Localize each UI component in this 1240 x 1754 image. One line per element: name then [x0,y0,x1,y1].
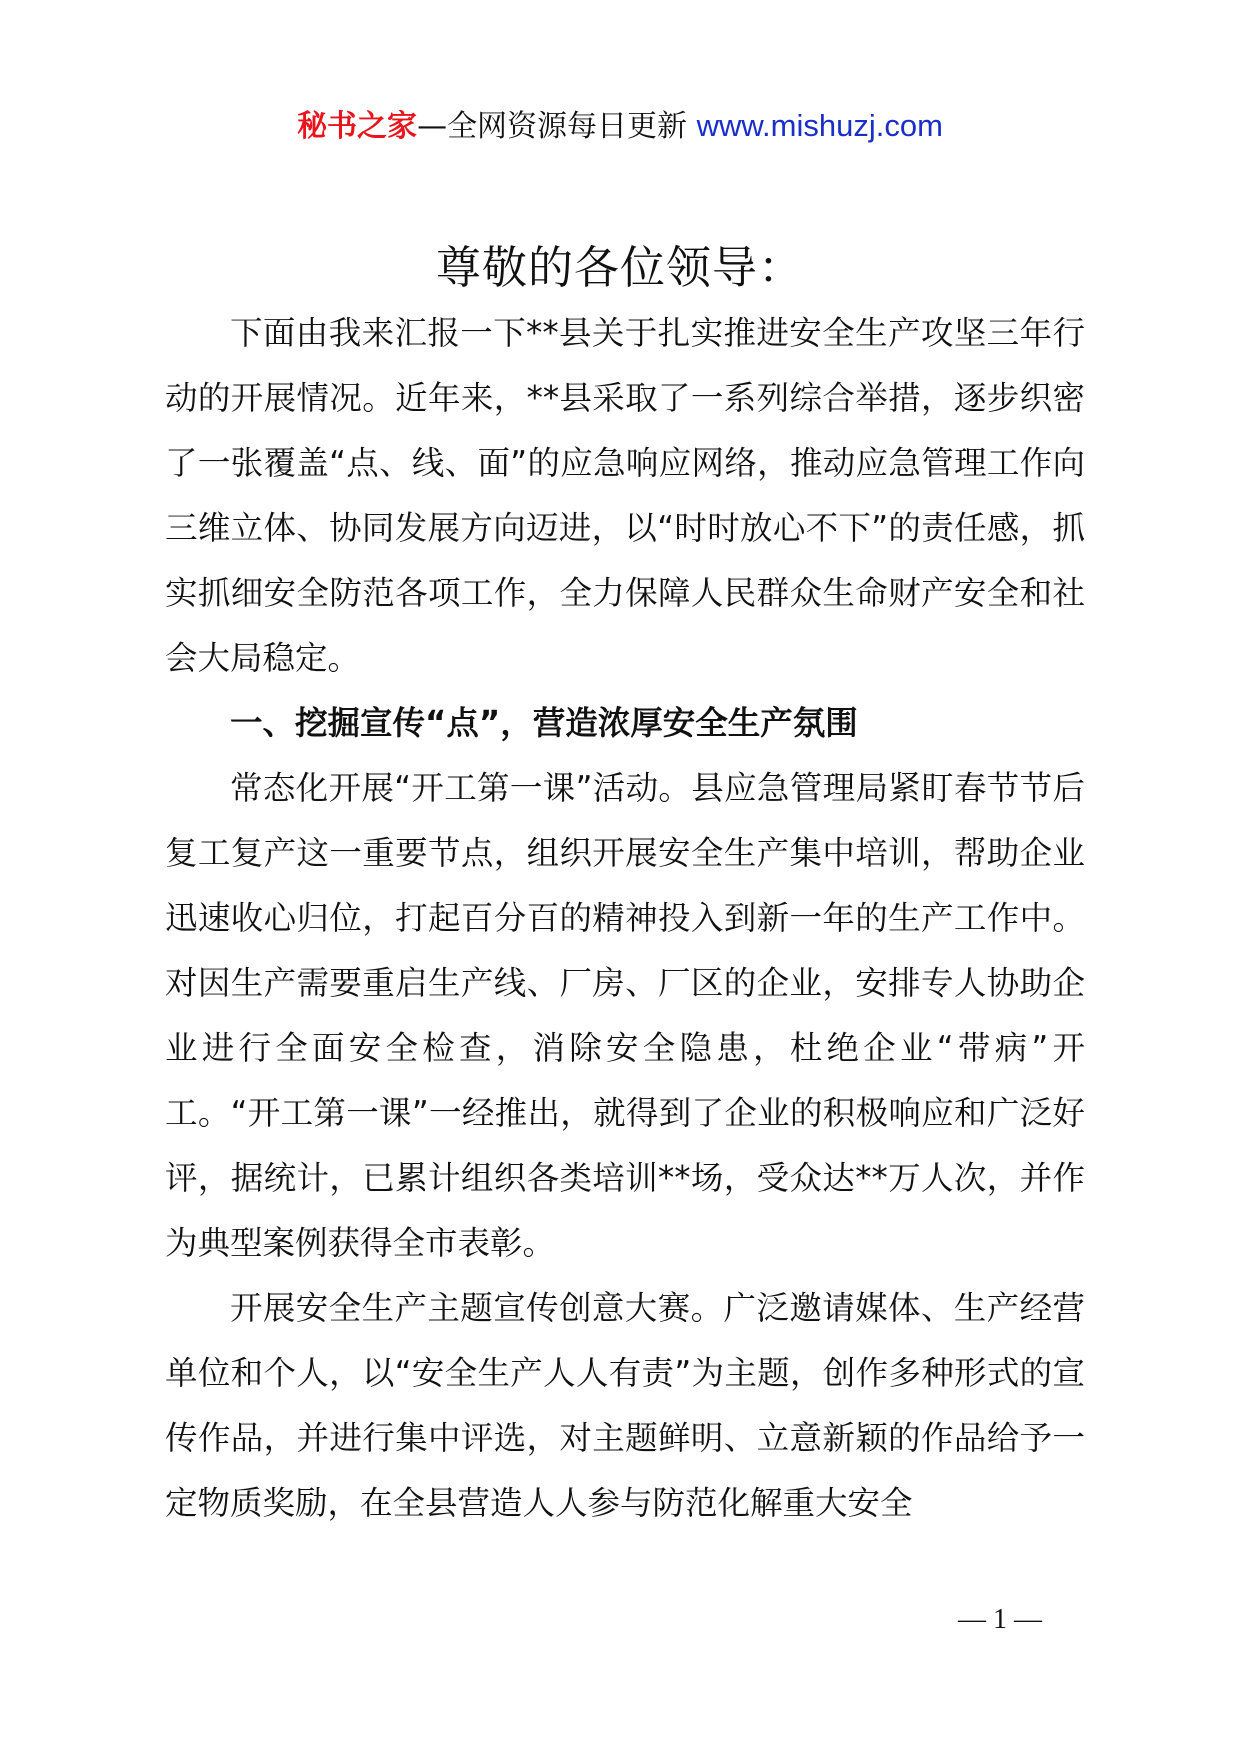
site-tagline: —全网资源每日更新 [417,109,697,144]
site-header [0,104,1240,149]
site-brand: 秘书之家 [297,109,418,144]
intro-paragraph: 下面由我来汇报一下**县关于扎实推进安全生产攻坚三年行动的开展情况。近年来，**县采取了一系列综合举措，逐步织密了一张覆盖“点、线、面”的应急响应网络，推动应急管理工作向三维立体、协同发展方向迈进，以“时时放心不下”的责任感，抓实抓细安全防范各项工作，全力保障人民群众生命财产安全和社会大局稳定。 [165,314,1085,677]
body-paragraph: 开展安全生产主题宣传创意大赛。广泛邀请媒体、生产经营单位和个人，以“安全生产人人有责”为主题，创作多种形式的宣传作品，并进行集中评选，对主题鲜明、立意新颖的作品给予一定物质奖励，在全县营造人人参与防范化解重大安全 [165,1289,1085,1522]
page-number: — 1 — [958,1604,1042,1635]
site-url-link[interactable]: www.mishuzj.com [696,108,943,143]
section-heading: 一、挖掘宣传“点”，营造浓厚安全生产氛围 [230,704,858,742]
document-body [165,301,1085,1536]
salutation: 尊敬的各位领导： [435,241,804,294]
body-paragraph: 常态化开展“开工第一课”活动。县应急管理局紧盯春节节后复工复产这一重要节点，组织开展安全生产集中培训，帮助企业迅速收心归位，打起百分百的精神投入到新一年的生产工作中。对因生产需要重启生产线、厂房、厂区的企业，安排专人协助企业进行全面安全检查，消除安全隐患，杜绝企业“带病”开工。“开工第一课”一经推出，就得到了企业的积极响应和广泛好评，据统计，已累计组织各类培训**场，受众达**万人次，并作为典型案例获得全市表彰。 [165,769,1085,1262]
